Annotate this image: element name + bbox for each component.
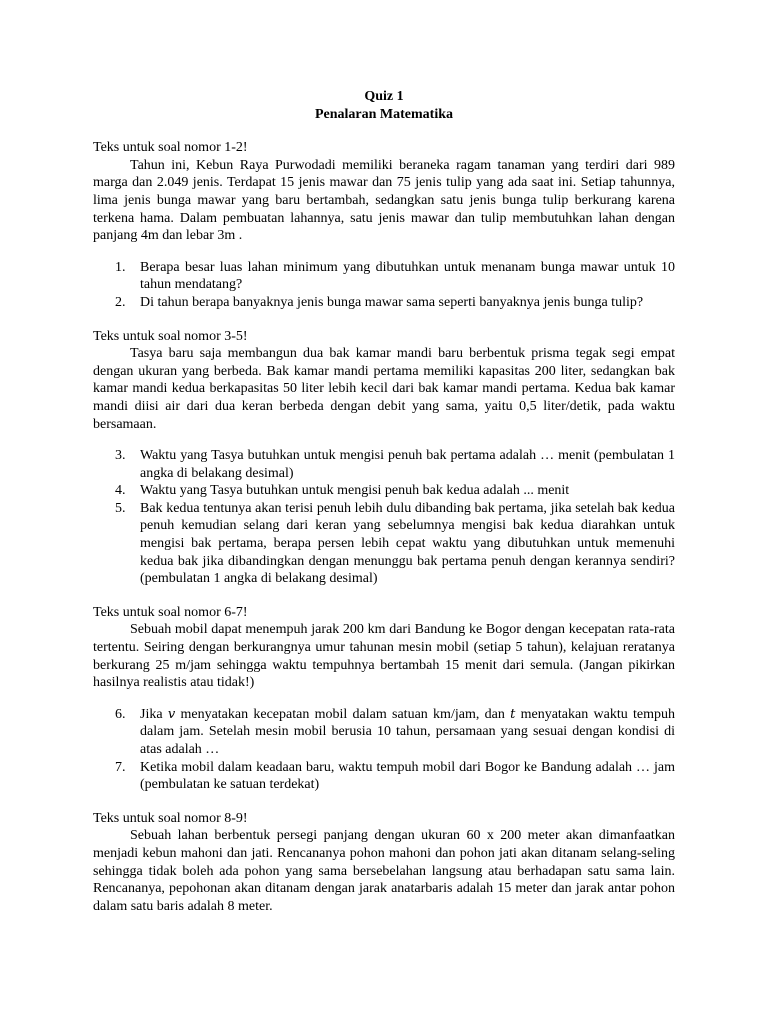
question-text-part: menyatakan waktu tempuh dalam jam. Setelah mesin mobil berusia 10 tahun, persamaan yang sesuai dengan kondisi di atas adalah …: [140, 706, 675, 757]
question-number: 3.: [115, 448, 126, 464]
section-paragraph-6-7: Sebuah mobil dapat menempuh jarak 200 km dari Bandung ke Bogor dengan kecepatan rata-rata tertentu. Seiring dengan berkurangnya umur tahunan mesin mobil (setiap 5 tahun), kelajuan reratanya berkurang 25 m/jam sehingga waktu tempuhnya bertambah 15 menit dari semula. (Jangan pikirkan hasilnya realistis atau tidak!): [93, 622, 675, 691]
question-list-6-7: [93, 706, 675, 794]
section-label-6-7: Teks untuk soal nomor 6-7!: [93, 604, 248, 620]
question-3: [93, 447, 675, 482]
question-list-1-2: [93, 259, 675, 312]
section-paragraph-8-9: Sebuah lahan berbentuk persegi panjang dengan ukuran 60 x 200 meter akan dimanfaatkan menjadi kebun mahoni dan jati. Rencananya pohon mahoni dan pohon jati akan ditanam selang-seling sehingga tidak boleh ada pohon yang sama bersebelahan langsung atau berhadapan satu sama lain. Rencananya, pepohonan akan ditanam dengan jarak anatarbaris adalah 15 meter dan jarak antar pohon dalam satu baris adalah 8 meter.: [93, 828, 675, 914]
math-variable-v: v: [167, 706, 176, 722]
section-label-3-5: Teks untuk soal nomor 3-5!: [93, 328, 248, 344]
question-text: Ketika mobil dalam keadaan baru, waktu tempuh mobil dari Bogor ke Bandung adalah … jam (pembulatan ke satuan terdekat): [140, 759, 675, 793]
section-paragraph-1-2: Tahun ini, Kebun Raya Purwodadi memiliki beraneka ragam tanaman yang terdiri dari 989 marga dan 2.049 jenis. Terdapat 15 jenis mawar dan 75 jenis tulip yang ada saat ini. Setiap tahunnya, lima jenis bunga mawar yang baru bertambah, sedangkan satu jenis bunga tulip berkurang karena terkena hama. Dalam pembuatan lahannya, satu jenis mawar dan tulip membutuhkan lahan dengan panjang 4m dan lebar 3m .: [93, 157, 675, 244]
question-text: Waktu yang Tasya butuhkan untuk mengisi penuh bak kedua adalah ... menit: [140, 483, 570, 499]
section-label-1-2: Teks untuk soal nomor 1-2!: [93, 140, 248, 156]
question-number: 5.: [115, 500, 126, 516]
document-page: [93, 88, 675, 915]
section-paragraph-3-5: Tasya baru saja membangun dua bak kamar mandi baru berbentuk prisma tegak segi empat dengan ukuran yang berbeda. Bak kamar mandi pertama memiliki kapasitas 200 liter, sedangkan bak kamar mandi kedua berkapasitas 50 liter lebih kecil dari bak kamar mandi pertama. Kedua bak kamar mandi diisi air dari dua keran berbeda dengan debit yang sama, yaitu 0,5 liter/detik, pada waktu bersamaan.: [93, 346, 675, 432]
question-number: 4.: [115, 483, 126, 499]
question-number: 2.: [115, 294, 126, 310]
question-6: [93, 706, 675, 759]
question-list-3-5: [93, 447, 675, 588]
document-title: Quiz 1: [364, 89, 404, 104]
section-label-8-9: Teks untuk soal nomor 8-9!: [93, 810, 248, 826]
question-5: [93, 500, 675, 588]
question-number: 7.: [115, 759, 126, 775]
question-number: 6.: [115, 706, 126, 722]
document-subtitle: Penalaran Matematika: [314, 106, 454, 122]
question-text: Waktu yang Tasya butuhkan untuk mengisi penuh bak pertama adalah … menit (pembulatan 1 angka di belakang desimal): [140, 448, 675, 481]
question-text: Di tahun berapa banyaknya jenis bunga mawar sama seperti banyaknya jenis bunga tulip?: [140, 294, 644, 310]
question-text-part: menyatakan kecepatan mobil dalam satuan km/jam, dan: [175, 706, 511, 722]
question-text: Berapa besar luas lahan minimum yang dibutuhkan untuk menanam bunga mawar untuk 10 tahun mendatang?: [140, 259, 675, 293]
question-number: 1.: [115, 259, 126, 275]
question-text-part: Jika: [140, 706, 168, 722]
question-1: [93, 259, 675, 294]
question-7: [93, 759, 675, 794]
question-2: [93, 294, 675, 312]
question-4: [93, 482, 675, 500]
question-text: Bak kedua tentunya akan terisi penuh lebih dulu dibanding bak pertama, jika setelah bak kedua penuh kemudian selang dari keran yang sebelumnya mengisi bak kedua diarahkan untuk mengisi bak pertama, berapa persen lebih cepat waktu yang dibutuhkan untuk memenuhi kedua bak jika dibandingkan dengan menunggu bak pertama penuh dengan kerannya sendiri? (pembulatan 1 angka di belakang desimal): [140, 500, 675, 587]
math-variable-t: t: [510, 706, 516, 722]
